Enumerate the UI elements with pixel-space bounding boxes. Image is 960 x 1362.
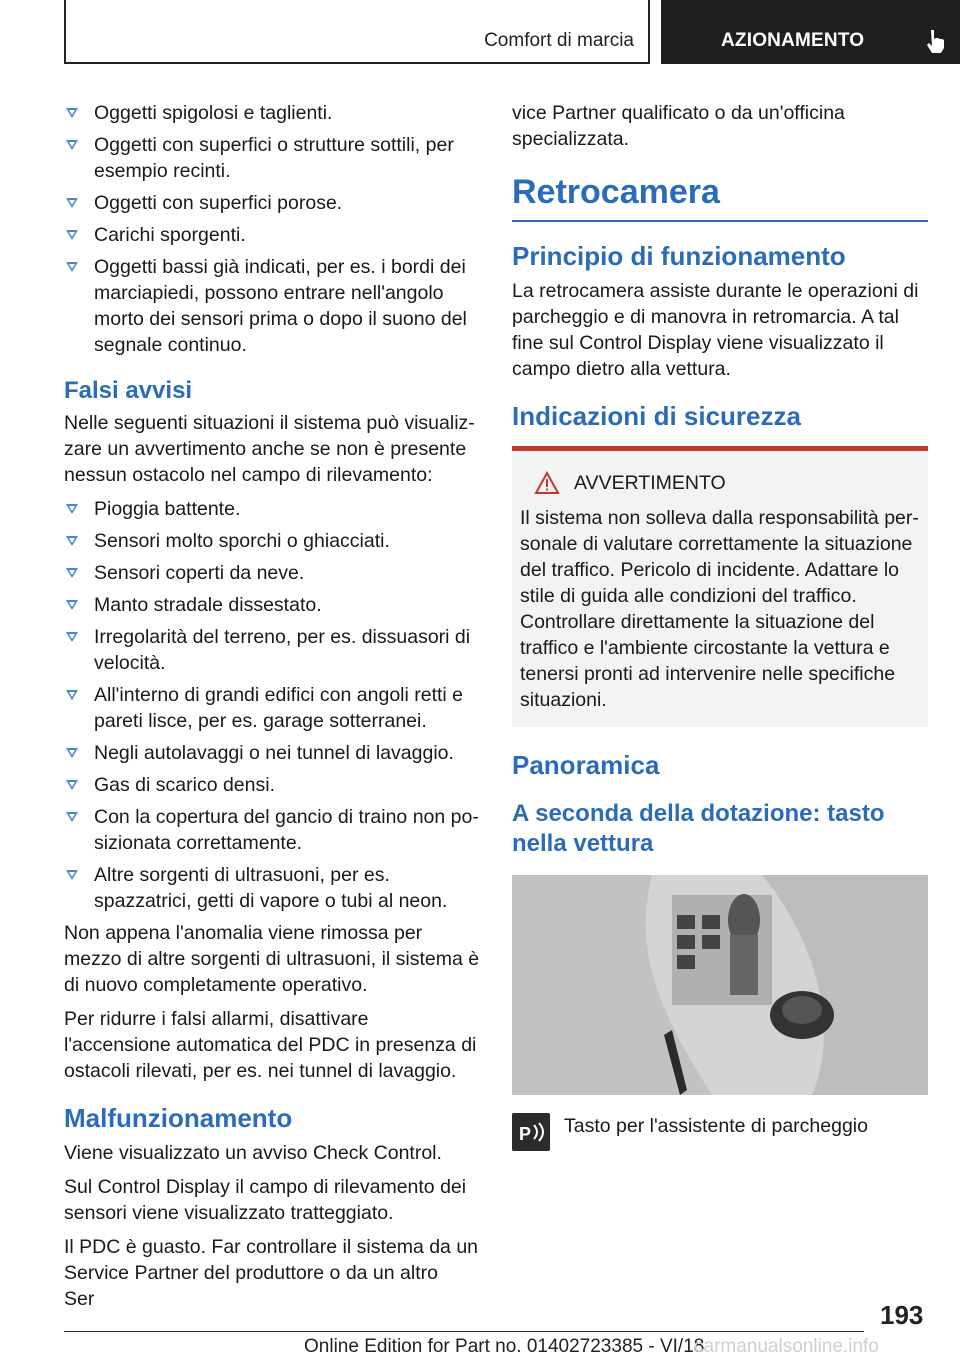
triangle-bullet-icon (66, 230, 78, 240)
car-interior-photo (512, 875, 928, 1095)
footer-edition: Online Edition for Part no. 01402723385 - VI/18 (304, 1336, 705, 1357)
bullet-list-false-alarms (64, 496, 480, 914)
section-heading-falsi-avvisi: Falsi avvisi (64, 377, 193, 404)
warning-triangle-icon (534, 471, 560, 495)
header-chapter-tab (661, 0, 960, 64)
triangle-bullet-icon (66, 780, 78, 790)
list-item: Altre sorgenti di ultrasuoni, per es. spazzatrici, getti di vapore o tubi al neon. (64, 862, 480, 914)
paragraph: La retrocamera assiste durante le operazioni di parcheggio e di manovra in retromarcia. A tal fine sul Control Display viene visualizzato il campo dietro alla vettura. (512, 280, 919, 380)
list-item: Oggetti con superfici o strutture sottili, per esempio recinti. (64, 132, 480, 184)
figure-caption (512, 1113, 928, 1151)
page-number: 193 (880, 1300, 924, 1330)
paragraph: Per ridurre i falsi allarmi, disattivare l'accensione automatica del PDC in presenza di ostacoli rilevati, per es. nei tunnel di lavaggio. (64, 1008, 477, 1082)
list-item: All'interno di grandi edifici con angoli retti e pareti lisce, per es. garage sotterranei. (64, 682, 480, 734)
header-section-tab (64, 0, 650, 64)
parking-assistant-button-icon (512, 1113, 550, 1151)
list-item: Oggetti bassi già indicati, per es. i bordi dei marciapiedi, possono entrare nell'angolo morto dei sensori prima o dopo il suono del segnale continuo. (64, 254, 480, 358)
triangle-bullet-icon (66, 140, 78, 150)
paragraph: Il PDC è guasto. Far controllare il sistema da un Service Partner del produttore o da un altro Ser (64, 1236, 479, 1310)
list-item: Oggetti con superfici porose. (64, 190, 480, 216)
subsection-heading-dotazione: A seconda della dotazione: tasto nella vettura (512, 800, 885, 857)
list-item: Sensori coperti da neve. (64, 560, 480, 586)
triangle-bullet-icon (66, 690, 78, 700)
warning-header (534, 471, 920, 495)
list-item: Gas di scarico densi. (64, 772, 480, 798)
triangle-bullet-icon (66, 870, 78, 880)
paragraph: vice Partner qualificato o da un'officina specializzata. (512, 102, 845, 150)
paragraph: Nelle seguenti situazioni il sistema può visualizzare un avvertimento anche se non è presente nessun ostacolo nel campo di rilevamento: (64, 412, 475, 486)
bullet-list-objects (64, 100, 480, 358)
left-column (64, 100, 480, 1320)
triangle-bullet-icon (66, 108, 78, 118)
list-item: Negli autolavaggi o nei tunnel di lavaggio. (64, 740, 480, 766)
triangle-bullet-icon (66, 600, 78, 610)
header-section-label: Comfort di marcia (484, 30, 634, 51)
paragraph: Sul Control Display il campo di rilevamento dei sensori viene visualizzato tratteggiato. (64, 1176, 467, 1224)
triangle-bullet-icon (66, 262, 78, 272)
triangle-bullet-icon (66, 632, 78, 642)
list-item: Oggetti spigolosi e taglienti. (64, 100, 480, 126)
right-column (512, 100, 928, 1151)
warning-title: AVVERTIMENTO (574, 471, 726, 494)
triangle-bullet-icon (66, 812, 78, 822)
chapter-heading-retrocamera: Retrocamera (512, 170, 928, 222)
list-item: Pioggia battente. (64, 496, 480, 522)
header-chapter-label: AZIONAMENTO (721, 30, 865, 51)
section-heading-principio: Principio di funzionamento (512, 241, 846, 271)
footer-divider (64, 1331, 864, 1332)
paragraph: Viene visualizzato un avviso Check Control. (64, 1142, 442, 1164)
section-heading-sicurezza: Indicazioni di sicurezza (512, 401, 801, 431)
list-item: Carichi sporgenti. (64, 222, 480, 248)
hand-pointer-icon (923, 28, 949, 54)
triangle-bullet-icon (66, 504, 78, 514)
triangle-bullet-icon (66, 198, 78, 208)
section-heading-panoramica: Panoramica (512, 750, 660, 780)
svg-text:P: P (519, 1124, 532, 1144)
list-item: Sensori molto sporchi o ghiacciati. (64, 528, 480, 554)
paragraph: Non appena l'anomalia viene rimossa per mezzo di altre sorgenti di ultrasuoni, il sistema è di nuovo completamente operativo. (64, 922, 480, 996)
triangle-bullet-icon (66, 568, 78, 578)
list-item: Manto stradale dissestato. (64, 592, 480, 618)
triangle-bullet-icon (66, 748, 78, 758)
section-heading-malfunzionamento: Malfunzionamento (64, 1103, 293, 1133)
watermark: carmanualsonline.info (694, 1336, 879, 1357)
warning-box (512, 446, 928, 727)
triangle-bullet-icon (66, 536, 78, 546)
warning-text: Il sistema non solleva dalla responsabilità personale di valutare correttamente la situazione del traffico. Pericolo di incidente. Adattare lo stile di guida alle condizioni del traffico. Controllare direttamente la situazione del traffico e l'ambiente circostante la vettura e tenersi pronti ad intervenire nelle specifiche situazioni. (520, 507, 919, 711)
list-item: Con la copertura del gancio di traino non posizionata correttamente. (64, 804, 480, 856)
list-item: Irregolarità del terreno, per es. dissuasori di velocità. (64, 624, 480, 676)
caption-text: Tasto per l'assistente di parcheggio (564, 1115, 868, 1137)
